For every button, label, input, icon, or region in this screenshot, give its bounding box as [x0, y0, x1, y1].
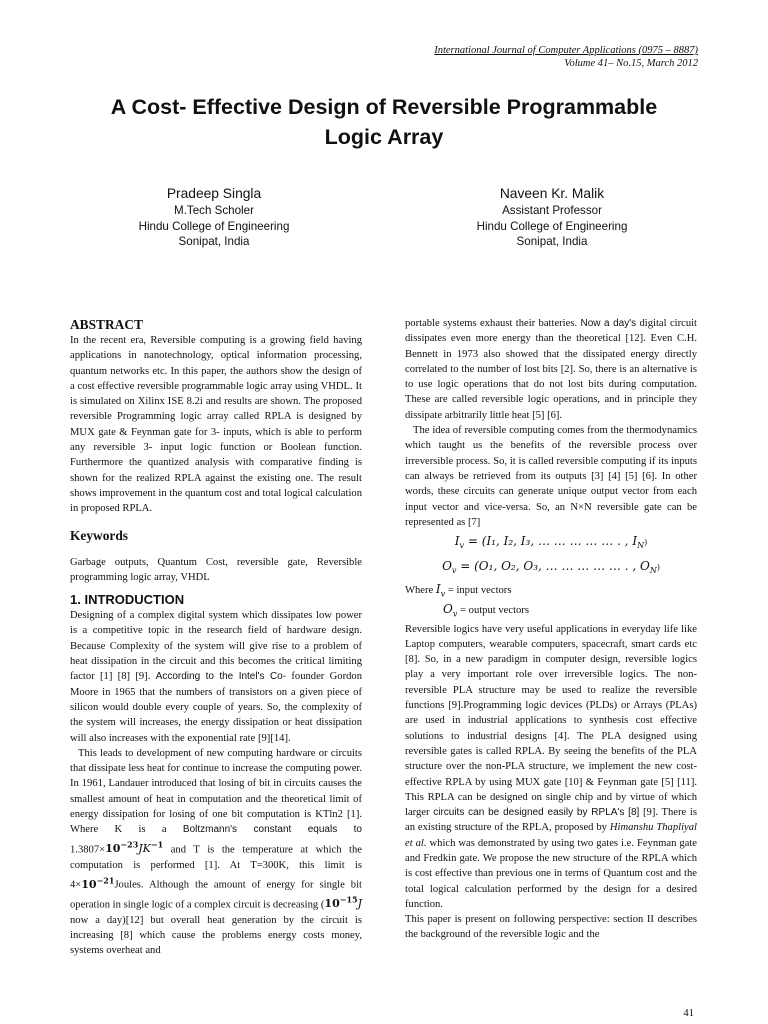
author-1 — [84, 184, 344, 250]
eq1-body: = (I₁, I₂, I₃, … … … … … . , I — [464, 534, 638, 549]
where-output-sub: v — [452, 609, 458, 619]
page-number: 41 — [683, 1008, 694, 1019]
where-output-letter: O — [443, 601, 453, 616]
author-1-role: M.Tech Scholer — [174, 204, 254, 217]
where-output-desc: = output vectors — [457, 604, 529, 616]
boltzmann-mantissa: 1.3807× — [70, 844, 106, 856]
author-2-affiliation: Hindu College of Engineering — [476, 219, 628, 233]
right-paragraph-1 — [405, 316, 697, 423]
title-line-2: Logic Array — [324, 125, 444, 149]
keywords-heading: Keywords — [70, 527, 129, 543]
right-p3-text-c: [9]. There is an existing structure of the RPLA, proposed by — [405, 807, 697, 834]
right-p1-text-a: portable systems exhaust their batteries. — [405, 318, 581, 329]
where-input-line — [405, 582, 697, 602]
intro-p1-text-c: founder Gordon Moore in 1965 that the numbers of transistors on a given piece of silicon would double every couple of years. So, the complexity of the system will increases, the energy dissipation or heat dissipation will also increases with the exponential rate [9][14]. — [70, 671, 362, 744]
where-input-sub: v — [440, 589, 446, 599]
where-prefix: Where — [405, 585, 436, 597]
eq1-sub: v — [459, 541, 465, 551]
abstract-text: In the recent era, Reversible computing is a growing field having applications in nanotechnology, optical information processing, quantum networks etc. In this paper, the authors show the design of a cost effective reversible programmable logic array using VHDL. It is simulated on Xilinx ISE 8.2i and results are shown. The proposed reversible Programming logic array called RPLA is designed by MUX gate & Feynman gate for 3- inputs, which is able to perform any reversible 3- input logic function or Boolean function. Furthermore the quantized analysis with comparative finding is shown for the realized RPLA against the existing one. The result shows improvement in the quantum cost and total logical calculation in proposed RPLA. — [70, 335, 362, 515]
eq2-sub: v — [451, 566, 457, 576]
intro-p2-text-a: This leads to development of new computing hardware or circuits that dissipate less heat for continue to increase the computing power. In 1961, Landauer introduced that losing of bit in circuits causes the smallest amount of heat in computation and the theoretical limit of energy dissipation for losing of one bit computation is KTln2 [1]. Where K is a — [70, 747, 362, 836]
eq2-body: = (O₁, O₂, O₃, … … … … … . , O — [456, 559, 650, 574]
boltz-unit-exponent: −1 — [150, 839, 164, 850]
right-p3-text-b: circuits can be designed easily by RPLA's [8] — [433, 807, 640, 819]
energy-base: 10 — [324, 897, 340, 911]
author-1-affiliation: Hindu College of Engineering — [138, 219, 290, 233]
author-1-name: Pradeep Singla — [166, 186, 262, 201]
right-p3-authors: Himanshu Thapliyal et al. — [405, 822, 697, 849]
eq2-end: ) — [656, 563, 660, 573]
intro-p2-text-e: now a day)[12] but overall heat generation by the circuit is increasing [8] which cause the problems energy costs money, systems overheat and — [70, 914, 362, 957]
intro-p1-text-b: According to the Intel's Co- — [155, 671, 287, 683]
author-2-role: Assistant Professor — [502, 204, 602, 217]
boltz-exponent: −23 — [120, 839, 139, 850]
intro-p2-text-b: Boltzmann's constant equals to — [182, 824, 362, 836]
energy-unit: J — [357, 897, 362, 911]
eq1-var: I — [454, 534, 460, 549]
where-output-var — [443, 601, 458, 619]
right-p3-text-a: Reversible logics have very useful applications in everyday life like Laptop computers, wearable computers, spacecraft, smart cards etc [8]. So, in a new paradigm in computer design, reversible logics play a very important role over irreversible logics. The non-reversible PLA structure may be used to realize the reversible functions [9].Programming logic devices (PLDs) or Arrays (PLAs) are used in industrial applications to synthesis cost effective solutions to industrial designs [4]. The PLA designed using reversible gates is called RPLA. By seeing the benefits of the PLA structure over the non-PLA structure, we implement the new cost-effective RPLA by using MUX gate [10] & Feynman gate [5] [11]. This RPLA can be designed on single chip and by virtue of which larger — [405, 623, 697, 819]
input-vector-equation — [405, 532, 697, 555]
introduction-heading: 1. INTRODUCTION — [70, 592, 185, 608]
right-paragraph-4: This paper is present on following perspective: section II describes the background of the reversible logic and the — [405, 914, 697, 941]
energy-exponent: −15 — [339, 894, 358, 905]
keywords-text: Garbage outputs, Quantum Cost, reversible gate, Reversible programming logic array, VHDL — [70, 556, 362, 583]
journal-volume: Volume 41– No.15, March 2012 — [564, 58, 698, 69]
right-paragraph-2: The idea of reversible computing comes from the thermodynamics which taught us the benefits of the reversible process over irreversible process. So, it is called reversible computing if its inputs can always be retrieved from its outputs [3] [4] [5] [6]. In other words, these circuits can generate unique output vector from each input vector and vice-versa. So, an N×N reversible gate can be represented as [7] — [405, 425, 697, 528]
where-input-var — [435, 582, 446, 599]
author-2-name: Naveen Kr. Malik — [499, 186, 605, 201]
journal-name: International Journal of Computer Applications (0975 – 8887) — [434, 45, 698, 56]
limit-exponent: −21 — [96, 874, 115, 885]
intro-p2-text-c: and T is the temperature at which the computation is performed [1]. At T=300K, this limit is 4× — [70, 844, 362, 891]
eq2-n: N — [649, 566, 657, 576]
left-column — [70, 316, 362, 959]
limit-base: 10 — [81, 877, 97, 891]
where-input-desc: = input vectors — [445, 585, 512, 597]
paper-title — [60, 92, 708, 152]
intro-paragraph-2 — [70, 746, 362, 959]
right-p3-text-e: which was demonstrated by using two gates i.e. Feynman gate and Fredkin gate. We propose the new structure of the RPLA which is cost effective than previous one in terms of Quantum cost and the total logical calculation performed by the design for a desired function. — [405, 837, 698, 910]
right-paragraph-3 — [405, 622, 697, 913]
intro-paragraph-1 — [70, 608, 362, 746]
eq1-end: ) — [644, 538, 648, 548]
intro-p2-text-d: Joules. Although the amount of energy for single bit operation in single logic of a complex circuit is decreasing ( — [70, 879, 362, 911]
boltz-unit: JK — [138, 842, 151, 856]
author-2 — [422, 184, 682, 250]
where-input-letter: I — [435, 582, 441, 597]
right-column — [405, 316, 697, 943]
where-output-line — [405, 602, 697, 622]
author-1-location: Sonipat, India — [178, 235, 250, 248]
journal-header — [434, 44, 698, 70]
energy-math — [324, 894, 362, 911]
boltz-base: 10 — [105, 842, 121, 856]
author-2-location: Sonipat, India — [516, 235, 588, 248]
output-vector-equation — [405, 557, 697, 580]
right-p1-text-b: Now a day's — [580, 318, 637, 329]
intro-p1-text-a: Designing of a complex digital system which dissipates low power is a competitive topic in the research field of hardware design. Because Complexity of the system will give rise to a problem of heat dissipation in the circuit and this becomes the critical limiting factor [1] [8] [9]. — [70, 610, 362, 683]
eq1-n: N — [637, 541, 645, 551]
boltzmann-constant-math — [105, 839, 164, 856]
eq2-var: O — [442, 559, 452, 574]
abstract-heading: ABSTRACT — [70, 317, 143, 332]
right-p1-text-c: digital circuit dissipates even more energy than the theoretical [12]. Even C.H. Bennett in 1973 also showed that the dissipated energy directly correlated to the number of lost bits [2]. So, there is an alternative is to use logic operations that do not lost bits during computation. These are called reversible logic operations, and in principle they dissipate arbitrarily little heat [5] [6]. — [405, 318, 697, 421]
limit-math — [81, 874, 115, 891]
title-line-1: A Cost- Effective Design of Reversible Programmable — [110, 95, 658, 119]
